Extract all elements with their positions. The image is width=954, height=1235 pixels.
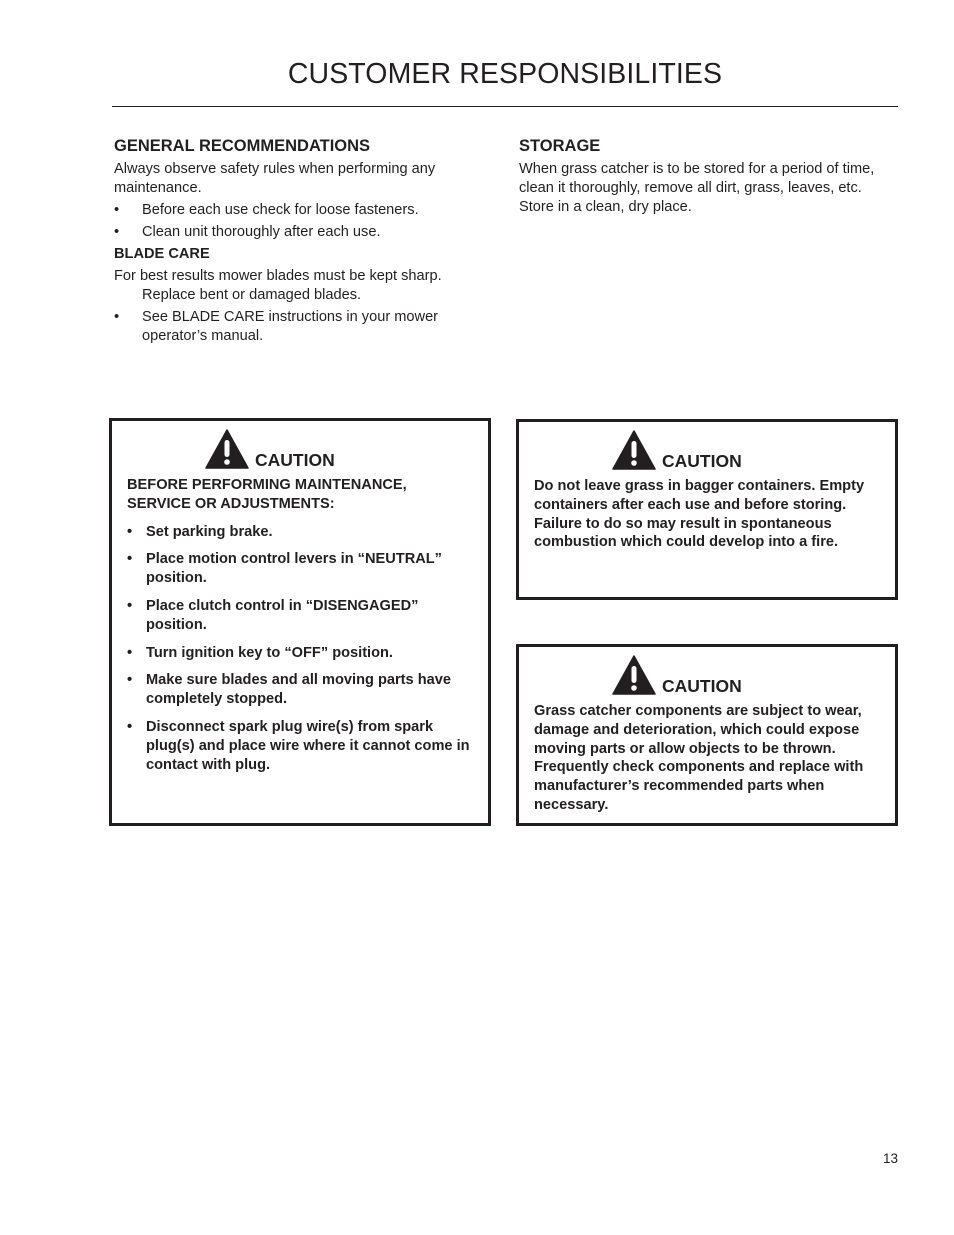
warning-triangle-icon xyxy=(205,429,249,469)
caution-box-components xyxy=(516,644,898,826)
bullet: • xyxy=(127,718,133,735)
caution-header xyxy=(205,429,335,469)
warning-triangle-icon xyxy=(612,430,656,470)
bullet: • xyxy=(114,202,120,218)
general-heading: GENERAL RECOMMENDATIONS xyxy=(114,137,371,155)
warning-triangle-icon xyxy=(612,655,656,695)
caution-bullet-text: Turn ignition key to “OFF” position. xyxy=(146,644,393,661)
caution-box-maintenance xyxy=(109,418,491,826)
list-item-text: Before each use check for loose fasteners. xyxy=(142,202,419,218)
caution-bullet xyxy=(127,597,472,635)
caution-bullet-text: Place clutch control in “DISENGAGED” position. xyxy=(146,597,419,633)
list-item-text: Clean unit thoroughly after each use. xyxy=(142,224,381,240)
bullet: • xyxy=(114,309,120,325)
general-recommendations-section xyxy=(114,136,474,349)
page-title: CUSTOMER RESPONSIBILITIES xyxy=(287,58,723,90)
blade-care-text: For best results mower blades must be kept sharp. Replace bent or damaged blades. xyxy=(114,268,442,303)
caution-bullet xyxy=(127,671,472,709)
caution-box-bagger xyxy=(516,419,898,600)
list-item xyxy=(114,201,474,220)
caution-body: Grass catcher components are subject to wear, damage and deterioration, which could expose moving parts or allow objects to be thrown. Frequently check components and replace with manufacturer’s recommended parts when necessary. xyxy=(534,703,864,813)
caution-bullet xyxy=(127,550,472,588)
caution-bullet-text: Place motion control levers in “NEUTRAL” position. xyxy=(146,551,442,587)
caution-bullet xyxy=(127,523,472,542)
storage-section xyxy=(519,136,899,220)
caution-bullet xyxy=(127,644,472,663)
caution-header xyxy=(612,655,742,695)
bullet: • xyxy=(127,672,133,689)
caution-header xyxy=(612,430,742,470)
caution-body: Do not leave grass in bagger containers. Empty containers after each use and before storing. Failure to do so may result in spontaneous combustion which could develop into a fire. xyxy=(534,478,865,551)
bullet: • xyxy=(127,597,133,614)
caution-bullet xyxy=(127,718,472,774)
caution-bullet-text: Make sure blades and all moving parts have completely stopped. xyxy=(146,672,451,708)
caution-label: CAUTION xyxy=(662,451,742,471)
bullet: • xyxy=(127,551,133,568)
list-item-text: See BLADE CARE instructions in your mower operator’s manual. xyxy=(142,309,439,344)
caution-bullet-text: Set parking brake. xyxy=(146,523,273,540)
page-number: 13 xyxy=(882,1151,898,1166)
list-item xyxy=(114,223,474,242)
title-rule xyxy=(112,106,898,107)
storage-heading: STORAGE xyxy=(519,137,601,155)
general-intro: Always observe safety rules when performing any maintenance. xyxy=(114,161,436,196)
list-item xyxy=(114,308,474,346)
caution-label: CAUTION xyxy=(255,450,335,470)
caution-lead: BEFORE PERFORMING MAINTENANCE, SERVICE OR ADJUSTMENTS: xyxy=(127,477,407,512)
caution-body xyxy=(127,476,472,774)
caution-bullet-text: Disconnect spark plug wire(s) from spark plug(s) and place wire where it cannot come in contact with plug. xyxy=(146,718,470,773)
storage-text: When grass catcher is to be stored for a period of time, clean it thoroughly, remove all dirt, grass, leaves, etc. Store in a clean, dry place. xyxy=(519,161,875,215)
caution-label: CAUTION xyxy=(662,676,742,696)
bullet: • xyxy=(114,224,120,240)
bullet: • xyxy=(127,644,133,661)
bullet: • xyxy=(127,523,133,540)
blade-care-heading: BLADE CARE xyxy=(114,246,210,262)
